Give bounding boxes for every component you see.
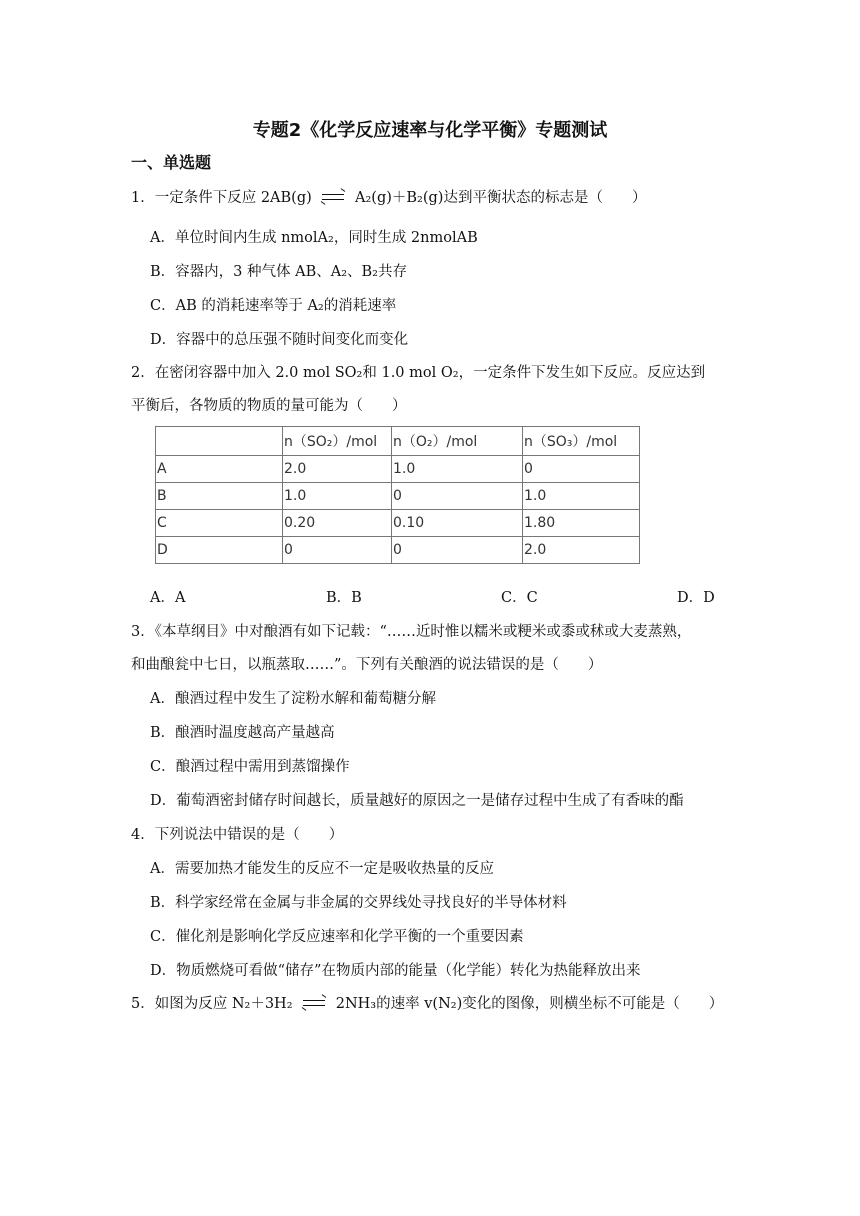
question-5-stem-post: 2NH₃的速率 v(N₂)变化的图像，则横坐标不可能是（ ） [335, 996, 724, 1012]
equilibrium-arrow-icon [320, 191, 346, 203]
table-row [156, 483, 640, 510]
table-cell: 0 [283, 537, 392, 564]
table-row [156, 537, 640, 564]
question-1-option-d: D．容器中的总压强不随时间变化而变化 [150, 332, 409, 348]
question-3-stem-line-1: 3．《本草纲目》中对酿酒有如下记载：“……近时惟以糯米或粳米或黍或秫或大麦蒸熟， [131, 624, 692, 640]
table-cell: D [156, 537, 283, 564]
section-heading: 一、单选题 [131, 153, 212, 172]
question-1-option-c: C．AB 的消耗速率等于 A₂的消耗速率 [150, 298, 397, 314]
table-header-cell [156, 427, 283, 456]
table-header-cell: n（O₂）/mol [392, 427, 523, 456]
question-1-stem-pre: 1．一定条件下反应 2AB(g) [131, 190, 312, 206]
table-cell: 0 [392, 483, 523, 510]
equilibrium-arrow-icon [301, 997, 327, 1009]
table-header-cell: n（SO₂）/mol [283, 427, 392, 456]
question-1-option-a: A．单位时间内生成 nmolA₂，同时生成 2nmolAB [150, 230, 478, 246]
table-cell: 2.0 [523, 537, 640, 564]
table-cell: 1.0 [392, 456, 523, 483]
table-cell: 0.10 [392, 510, 523, 537]
table-header-row [156, 427, 640, 456]
question-3-option-d: D．葡萄酒密封储存时间越长，质量越好的原因之一是储存过程中生成了有香味的酯 [150, 793, 684, 809]
question-5-stem-pre: 5．如图为反应 N₂＋3H₂ [131, 996, 293, 1012]
table-cell: A [156, 456, 283, 483]
question-4-option-a: A．需要加热才能发生的反应不一定是吸收热量的反应 [150, 861, 494, 877]
question-4-option-c: C．催化剂是影响化学反应速率和化学平衡的一个重要因素 [150, 929, 524, 945]
table-row [156, 456, 640, 483]
question-4-stem: 4．下列说法中错误的是（ ） [131, 827, 344, 843]
table-row [156, 510, 640, 537]
data-table [155, 426, 640, 564]
question-4-option-b: B．科学家经常在金属与非金属的交界线处寻找良好的半导体材料 [150, 895, 567, 911]
table-cell: C [156, 510, 283, 537]
question-1-stem [131, 186, 646, 207]
page-title: 专题2《化学反应速率与化学平衡》专题测试 [252, 120, 608, 141]
question-2-option-c: C．C [501, 590, 538, 606]
question-1-option-b: B．容器内，3 种气体 AB、A₂、B₂共存 [150, 264, 407, 280]
question-3-option-c: C．酿酒过程中需用到蒸馏操作 [150, 759, 350, 775]
table-header-cell: n（SO₃）/mol [523, 427, 640, 456]
question-3-option-a: A．酿酒过程中发生了淀粉水解和葡萄糖分解 [150, 691, 436, 707]
question-1-stem-post: A₂(g)＋B₂(g)达到平衡状态的标志是（ ） [355, 190, 647, 206]
table-cell: 1.80 [523, 510, 640, 537]
question-2-option-d: D．D [677, 590, 715, 606]
question-3-option-b: B．酿酒时温度越高产量越高 [150, 725, 335, 741]
question-2-option-a: A．A [150, 590, 186, 606]
table-cell: 0 [392, 537, 523, 564]
table-cell: 1.0 [283, 483, 392, 510]
table-cell: 0.20 [283, 510, 392, 537]
question-2-stem-line-2: 平衡后，各物质的物质的量可能为（ ） [131, 398, 407, 414]
table-cell: B [156, 483, 283, 510]
question-2-option-b: B．B [326, 590, 362, 606]
question-4-option-d: D．物质燃烧可看做“储存”在物质内部的能量（化学能）转化为热能释放出来 [150, 963, 641, 979]
question-2-stem-line-1: 2．在密闭容器中加入 2.0 mol SO₂和 1.0 mol O₂，一定条件下发生如下反应。反应达到 [131, 365, 706, 381]
table-cell: 0 [523, 456, 640, 483]
question-3-stem-line-2: 和曲酿瓮中七日，以瓶蒸取……”。下列有关酿酒的说法错误的是（ ） [131, 657, 603, 673]
question-5-stem [131, 992, 723, 1013]
table-cell: 1.0 [523, 483, 640, 510]
table-cell: 2.0 [283, 456, 392, 483]
